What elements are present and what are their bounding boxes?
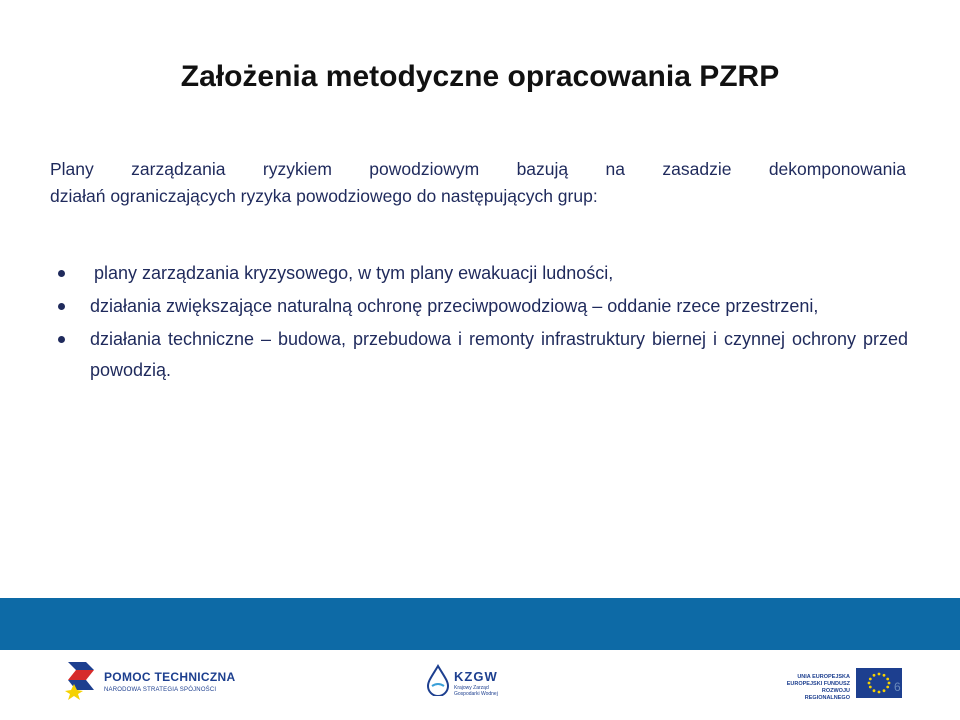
bullet-icon — [58, 336, 65, 343]
kzgw-title: KZGW — [454, 669, 498, 684]
bullet-list — [58, 258, 908, 388]
intro-line-1: Plany zarządzania ryzykiem powodziowym bazują na zasadzie dekomponowania — [50, 159, 906, 179]
pomoc-techniczna-icon — [64, 660, 100, 700]
bullet-text: działania zwiększające naturalną ochronę przeciwpowodziową – oddanie rzece przestrzeni, — [90, 296, 819, 316]
bullet-icon — [58, 303, 65, 310]
list-item — [58, 258, 908, 289]
eu-line-2: EUROPEJSKI FUNDUSZ — [786, 681, 850, 687]
pomoc-techniczna-logo — [64, 660, 236, 700]
water-drop-icon — [424, 664, 452, 696]
eu-line-1: UNIA EUROPEJSKA — [797, 674, 850, 680]
list-item — [58, 324, 908, 386]
eu-text — [782, 674, 850, 702]
list-item — [58, 291, 908, 322]
bullet-icon — [58, 270, 65, 277]
page-number: 6 — [894, 680, 901, 694]
kzgw-logo — [424, 664, 524, 704]
eu-logo — [782, 668, 912, 708]
footer-band — [0, 598, 960, 650]
slide-title: Założenia metodyczne opracowania PZRP — [180, 60, 780, 93]
eu-line-3: ROZWOJU REGIONALNEGO — [804, 688, 850, 701]
kzgw-subtitle: Krajowy Zarząd Gospodarki Wodnej — [454, 685, 498, 697]
pomoc-techniczna-subtitle: NARODOWA STRATEGIA SPÓJNOŚCI — [104, 687, 217, 693]
bullet-text: plany zarządzania kryzysowego, w tym plany ewakuacji ludności, — [94, 263, 614, 283]
pomoc-techniczna-title: POMOC TECHNICZNA — [104, 670, 236, 684]
intro-paragraph — [50, 156, 906, 210]
intro-line-2: działań ograniczających ryzyka powodziowego do następujących grup: — [50, 186, 598, 206]
bullet-text: działania techniczne – budowa, przebudowa i remonty infrastruktury biernej i czynnej ochrony przed powodzią. — [90, 329, 908, 380]
